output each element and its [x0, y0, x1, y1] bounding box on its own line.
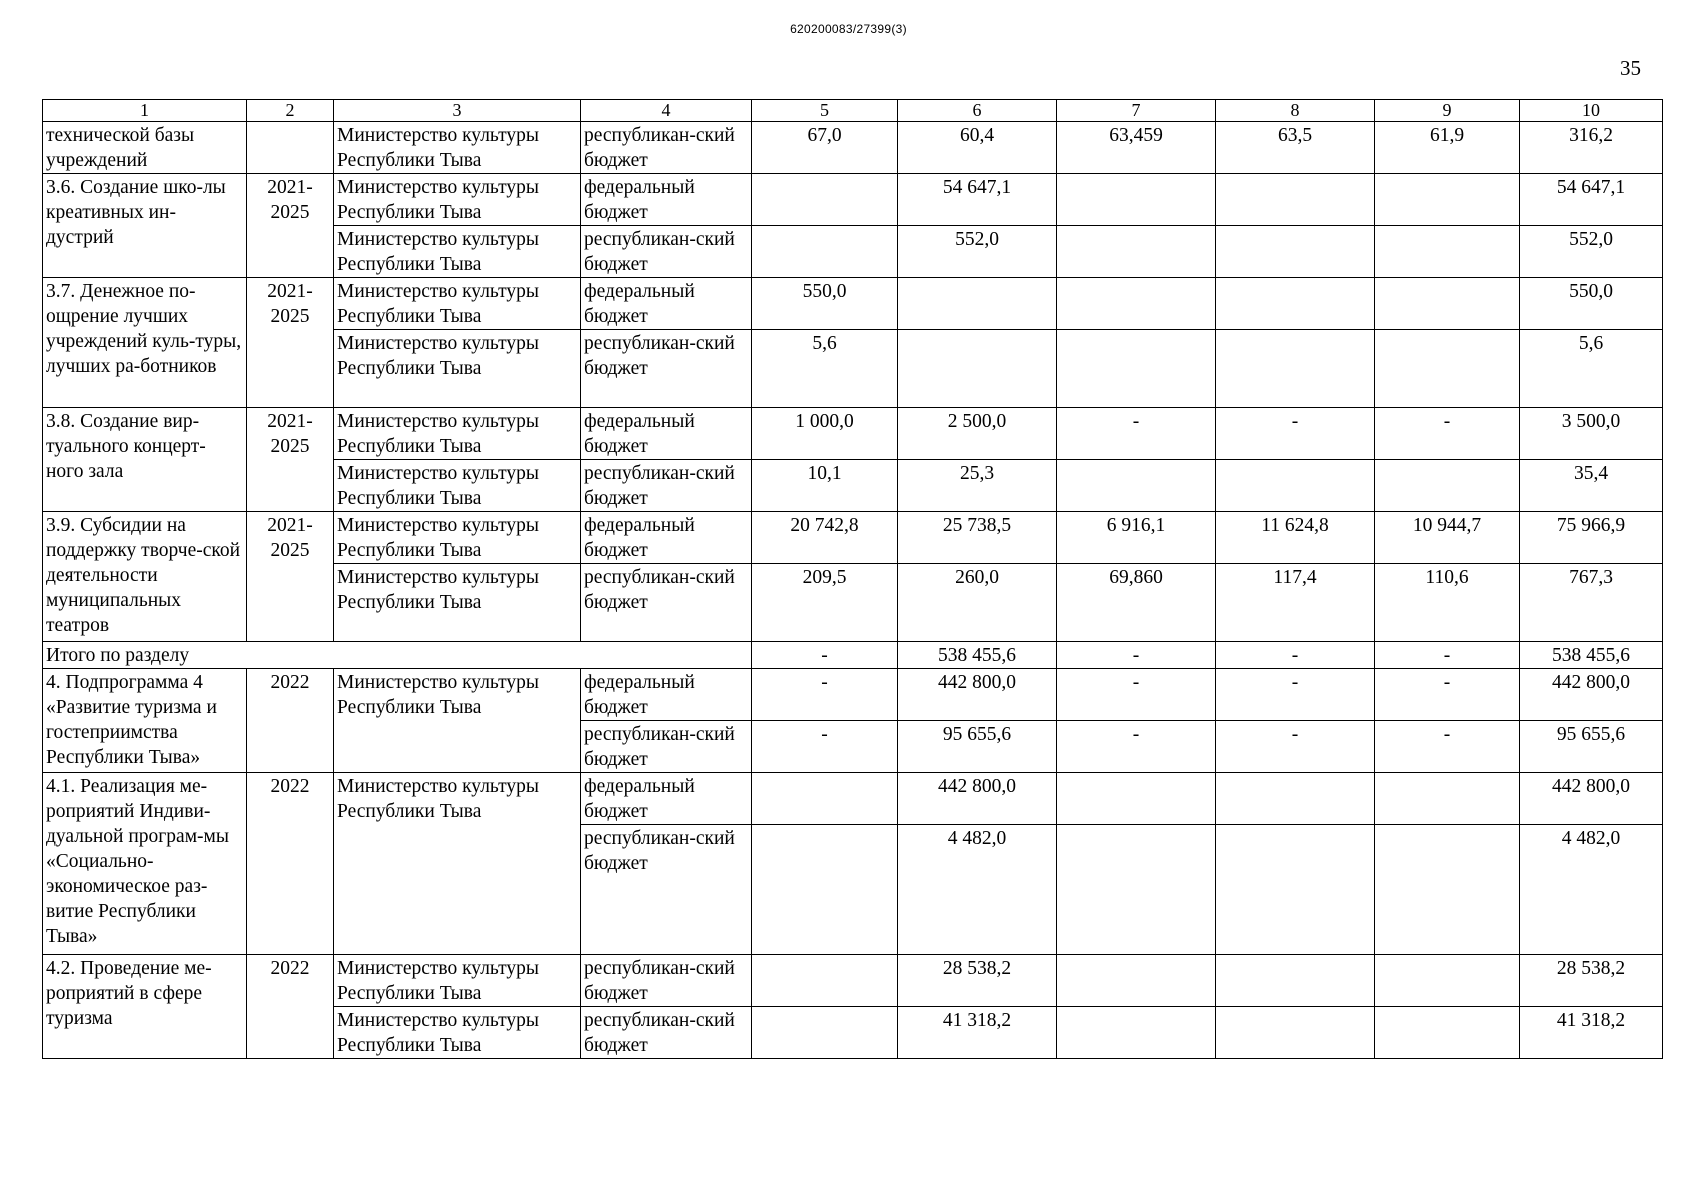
- table-row: [43, 512, 1663, 564]
- value-cell: [1057, 226, 1216, 278]
- value-cell: [1216, 1007, 1375, 1059]
- column-header: 10: [1520, 100, 1663, 122]
- activity-name: 3.9. Субсидии на поддержку творче-ской деятельности муниципальных театров: [43, 512, 247, 642]
- value-cell: [1375, 330, 1520, 408]
- value-cell: [752, 226, 898, 278]
- value-cell: 209,5: [752, 564, 898, 642]
- column-header: 2: [247, 100, 334, 122]
- total-value-cell: 41 318,2: [1520, 1007, 1663, 1059]
- funding-source: федеральный бюджет: [581, 669, 752, 721]
- table-row: [43, 669, 1663, 721]
- value-cell: [1375, 1007, 1520, 1059]
- column-header-row: [43, 100, 1663, 122]
- column-header: 5: [752, 100, 898, 122]
- value-cell: 11 624,8: [1216, 512, 1375, 564]
- value-cell: -: [1375, 642, 1520, 669]
- value-cell: -: [752, 721, 898, 773]
- value-cell: -: [1057, 642, 1216, 669]
- table-row: [43, 773, 1663, 825]
- budget-table: [42, 99, 1663, 1059]
- value-cell: [1057, 773, 1216, 825]
- value-cell: 110,6: [1375, 564, 1520, 642]
- column-header: 7: [1057, 100, 1216, 122]
- total-value-cell: 552,0: [1520, 226, 1663, 278]
- value-cell: [752, 773, 898, 825]
- value-cell: 10 944,7: [1375, 512, 1520, 564]
- period-cell: 2022: [247, 669, 334, 773]
- executor-cell: Министерство культуры Республики Тыва: [334, 512, 581, 564]
- total-value-cell: 538 455,6: [1520, 642, 1663, 669]
- funding-source: федеральный бюджет: [581, 408, 752, 460]
- value-cell: 67,0: [752, 122, 898, 174]
- period-cell: 2022: [247, 773, 334, 955]
- total-value-cell: 550,0: [1520, 278, 1663, 330]
- total-value-cell: 3 500,0: [1520, 408, 1663, 460]
- value-cell: [752, 174, 898, 226]
- total-value-cell: 5,6: [1520, 330, 1663, 408]
- value-cell: 25,3: [898, 460, 1057, 512]
- funding-source: республикан-ский бюджет: [581, 122, 752, 174]
- value-cell: [1057, 174, 1216, 226]
- value-cell: [1375, 278, 1520, 330]
- value-cell: 4 482,0: [898, 825, 1057, 955]
- activity-name: 3.7. Денежное по-ощрение лучших учреждений куль-туры, лучших ра-ботников: [43, 278, 247, 408]
- funding-source: республикан-ский бюджет: [581, 1007, 752, 1059]
- total-value-cell: 442 800,0: [1520, 669, 1663, 721]
- page-number: 35: [1620, 56, 1641, 80]
- executor-cell: Министерство культуры Республики Тыва: [334, 773, 581, 955]
- table-row: [43, 408, 1663, 460]
- executor-cell: Министерство культуры Республики Тыва: [334, 669, 581, 773]
- value-cell: [1375, 773, 1520, 825]
- total-value-cell: 75 966,9: [1520, 512, 1663, 564]
- funding-source: республикан-ский бюджет: [581, 721, 752, 773]
- value-cell: [898, 330, 1057, 408]
- column-header: 4: [581, 100, 752, 122]
- total-value-cell: 4 482,0: [1520, 825, 1663, 955]
- value-cell: [1375, 174, 1520, 226]
- column-header: 3: [334, 100, 581, 122]
- total-value-cell: 35,4: [1520, 460, 1663, 512]
- value-cell: [1057, 278, 1216, 330]
- section-total-label: Итого по разделу: [43, 642, 752, 669]
- executor-cell: Министерство культуры Республики Тыва: [334, 564, 581, 642]
- value-cell: 28 538,2: [898, 955, 1057, 1007]
- value-cell: 61,9: [1375, 122, 1520, 174]
- executor-cell: Министерство культуры Республики Тыва: [334, 226, 581, 278]
- column-header: 6: [898, 100, 1057, 122]
- funding-source: республикан-ский бюджет: [581, 564, 752, 642]
- funding-source: республикан-ский бюджет: [581, 825, 752, 955]
- value-cell: [1057, 1007, 1216, 1059]
- executor-cell: Министерство культуры Республики Тыва: [334, 278, 581, 330]
- executor-cell: Министерство культуры Республики Тыва: [334, 1007, 581, 1059]
- value-cell: -: [752, 642, 898, 669]
- total-value-cell: 442 800,0: [1520, 773, 1663, 825]
- executor-cell: Министерство культуры Республики Тыва: [334, 955, 581, 1007]
- total-value-cell: 95 655,6: [1520, 721, 1663, 773]
- value-cell: -: [1375, 721, 1520, 773]
- funding-source: федеральный бюджет: [581, 278, 752, 330]
- column-header: 1: [43, 100, 247, 122]
- column-header: 8: [1216, 100, 1375, 122]
- value-cell: -: [1057, 721, 1216, 773]
- value-cell: [1216, 773, 1375, 825]
- value-cell: -: [1057, 669, 1216, 721]
- value-cell: 6 916,1: [1057, 512, 1216, 564]
- period-cell: 2022: [247, 955, 334, 1059]
- value-cell: [1375, 825, 1520, 955]
- executor-cell: Министерство культуры Республики Тыва: [334, 408, 581, 460]
- value-cell: 69,860: [1057, 564, 1216, 642]
- value-cell: [1216, 226, 1375, 278]
- funding-source: федеральный бюджет: [581, 174, 752, 226]
- value-cell: [898, 278, 1057, 330]
- value-cell: 10,1: [752, 460, 898, 512]
- value-cell: -: [1216, 721, 1375, 773]
- value-cell: 41 318,2: [898, 1007, 1057, 1059]
- value-cell: -: [1216, 669, 1375, 721]
- value-cell: [1216, 460, 1375, 512]
- activity-name: технической базы учреждений: [43, 122, 247, 174]
- value-cell: 117,4: [1216, 564, 1375, 642]
- table-row: [43, 955, 1663, 1007]
- value-cell: -: [1216, 642, 1375, 669]
- activity-name: 4.2. Проведение ме-роприятий в сфере туризма: [43, 955, 247, 1059]
- value-cell: [1375, 226, 1520, 278]
- executor-cell: Министерство культуры Республики Тыва: [334, 122, 581, 174]
- value-cell: 63,459: [1057, 122, 1216, 174]
- value-cell: 54 647,1: [898, 174, 1057, 226]
- period-cell: 2021-2025: [247, 174, 334, 278]
- value-cell: 538 455,6: [898, 642, 1057, 669]
- period-cell: 2021-2025: [247, 408, 334, 512]
- table-row: [43, 122, 1663, 174]
- value-cell: 442 800,0: [898, 669, 1057, 721]
- value-cell: 60,4: [898, 122, 1057, 174]
- funding-source: федеральный бюджет: [581, 512, 752, 564]
- funding-source: республикан-ский бюджет: [581, 460, 752, 512]
- period-cell: 2021-2025: [247, 278, 334, 408]
- value-cell: 63,5: [1216, 122, 1375, 174]
- table-row: [43, 174, 1663, 226]
- period-cell: 2021-2025: [247, 512, 334, 642]
- value-cell: 5,6: [752, 330, 898, 408]
- value-cell: [752, 955, 898, 1007]
- value-cell: -: [752, 669, 898, 721]
- value-cell: 25 738,5: [898, 512, 1057, 564]
- column-header: 9: [1375, 100, 1520, 122]
- period-cell: [247, 122, 334, 174]
- value-cell: [752, 1007, 898, 1059]
- value-cell: [1057, 955, 1216, 1007]
- funding-source: республикан-ский бюджет: [581, 226, 752, 278]
- activity-name: 3.6. Создание шко-лы креативных ин-дустрий: [43, 174, 247, 278]
- value-cell: -: [1375, 408, 1520, 460]
- document-id: 620200083/27399(3): [790, 22, 907, 36]
- value-cell: -: [1216, 408, 1375, 460]
- executor-cell: Министерство культуры Республики Тыва: [334, 330, 581, 408]
- value-cell: [1057, 330, 1216, 408]
- section-total-row: [43, 642, 1663, 669]
- total-value-cell: 767,3: [1520, 564, 1663, 642]
- value-cell: 95 655,6: [898, 721, 1057, 773]
- value-cell: [1216, 825, 1375, 955]
- value-cell: [1057, 825, 1216, 955]
- activity-name: 4. Подпрограмма 4 «Развитие туризма и гостеприимства Республики Тыва»: [43, 669, 247, 773]
- value-cell: 550,0: [752, 278, 898, 330]
- value-cell: [1375, 955, 1520, 1007]
- value-cell: [1216, 330, 1375, 408]
- value-cell: [1057, 460, 1216, 512]
- funding-source: федеральный бюджет: [581, 773, 752, 825]
- value-cell: 442 800,0: [898, 773, 1057, 825]
- value-cell: 2 500,0: [898, 408, 1057, 460]
- value-cell: -: [1057, 408, 1216, 460]
- value-cell: 20 742,8: [752, 512, 898, 564]
- value-cell: [752, 825, 898, 955]
- value-cell: 1 000,0: [752, 408, 898, 460]
- value-cell: [1216, 174, 1375, 226]
- activity-name: 3.8. Создание вир-туального концерт-ного зала: [43, 408, 247, 512]
- table-row: [43, 278, 1663, 330]
- total-value-cell: 28 538,2: [1520, 955, 1663, 1007]
- value-cell: [1216, 955, 1375, 1007]
- value-cell: [1216, 278, 1375, 330]
- value-cell: 552,0: [898, 226, 1057, 278]
- activity-name: 4.1. Реализация ме-роприятий Индиви-дуальной програм-мы «Социально-экономическое раз-витие Республики Тыва»: [43, 773, 247, 955]
- executor-cell: Министерство культуры Республики Тыва: [334, 460, 581, 512]
- value-cell: 260,0: [898, 564, 1057, 642]
- funding-source: республикан-ский бюджет: [581, 955, 752, 1007]
- value-cell: [1375, 460, 1520, 512]
- total-value-cell: 316,2: [1520, 122, 1663, 174]
- value-cell: -: [1375, 669, 1520, 721]
- executor-cell: Министерство культуры Республики Тыва: [334, 174, 581, 226]
- total-value-cell: 54 647,1: [1520, 174, 1663, 226]
- funding-source: республикан-ский бюджет: [581, 330, 752, 408]
